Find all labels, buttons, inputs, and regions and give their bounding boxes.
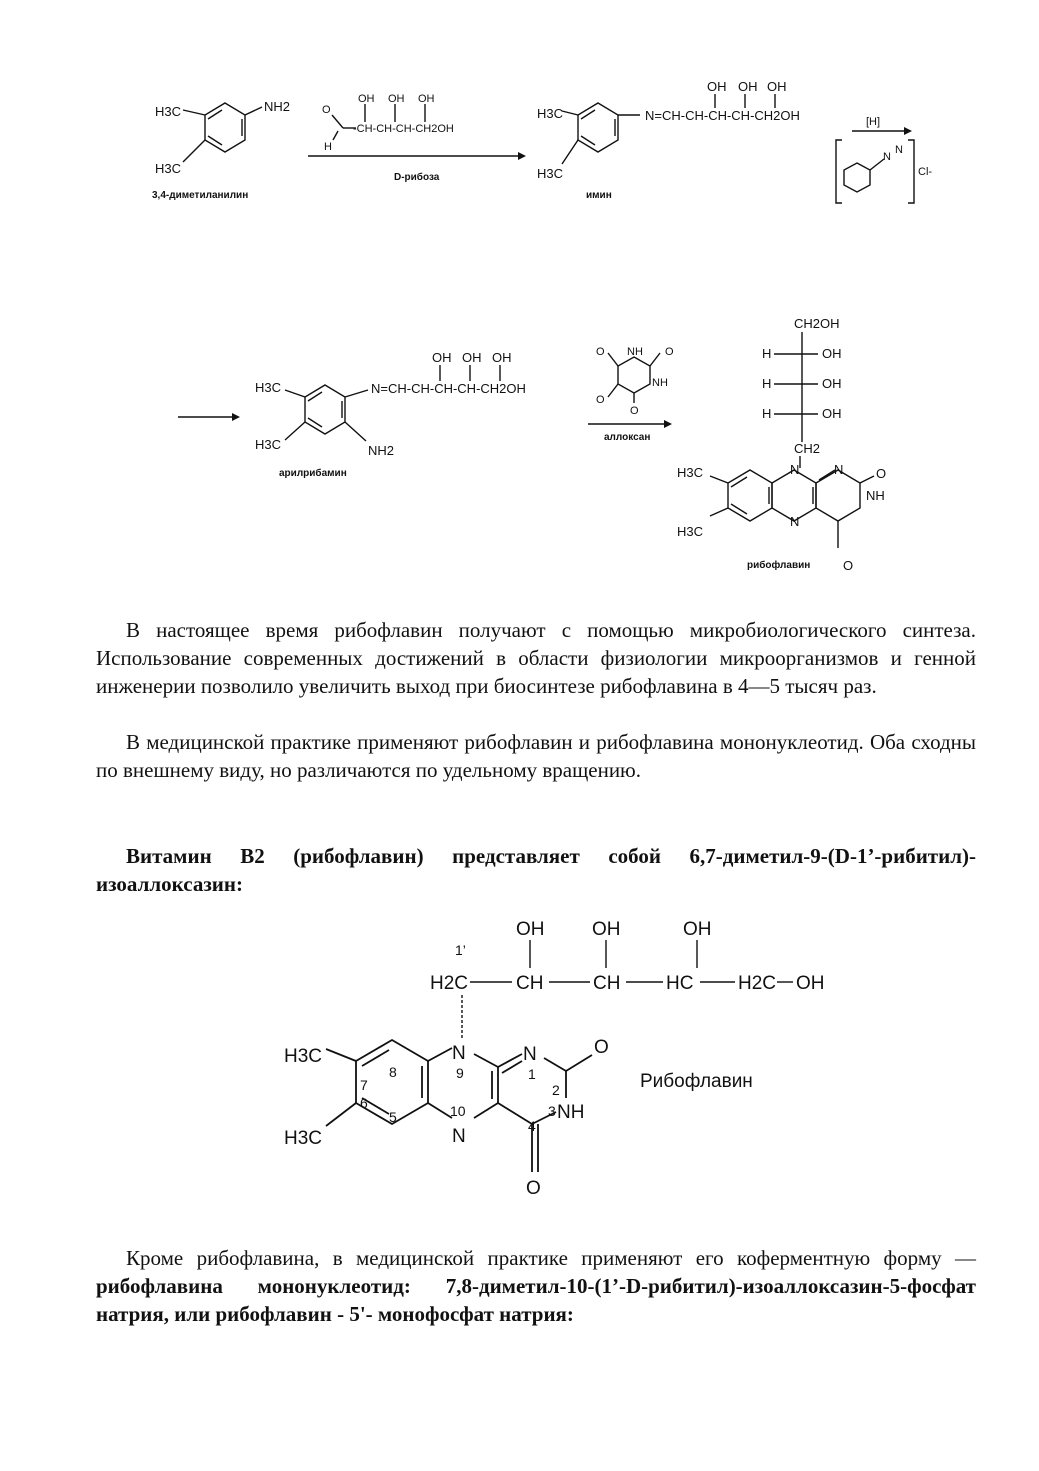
arylribamine-chain: N=CH-CH-CH-CH-CH2OH: [371, 381, 526, 396]
struct-ch3-bottom: H3C: [284, 1128, 323, 1149]
diazo-n2: N: [895, 144, 903, 156]
imine-oh3: OH: [767, 79, 787, 94]
arylribamine-ch3-bottom: H3C: [255, 437, 282, 452]
struct-ch1: CH: [516, 973, 544, 994]
product-o4: O: [843, 558, 854, 573]
paragraph-medical-practice: В медицинской практике применяют рибофлавин и рибофлавина мононуклеотид. Оба сходны по внешнему виду, но различаются по удельному вращению.: [96, 730, 976, 782]
struct-num-5: 5: [389, 1109, 397, 1125]
arylribamine-amine: NH2: [368, 443, 395, 458]
product-oh3: OH: [822, 406, 842, 421]
arylribamine-ch3-top: H3C: [255, 380, 282, 395]
product-ch2oh: CH2OH: [794, 316, 840, 331]
alloxan-o3: O: [596, 394, 605, 406]
struct-hc: HC: [666, 973, 694, 994]
struct-o4: O: [526, 1178, 541, 1199]
product-ch3-bottom: H3C: [677, 524, 704, 539]
product-h2: H: [762, 376, 772, 391]
dimethylaniline-ch3-top: H3C: [155, 104, 182, 119]
struct-n1: N: [523, 1044, 537, 1065]
diazo-counterion: Cl-: [918, 166, 933, 178]
imine-ch3-top: H3C: [537, 106, 564, 121]
ribose-oh1: OH: [358, 93, 375, 105]
dimethylaniline-amine: NH2: [264, 99, 291, 114]
product-label: рибофлавин: [747, 560, 811, 571]
riboflavin-product-structure: [677, 316, 886, 573]
struct-num-1: 1: [528, 1066, 536, 1082]
struct-nh: NH: [557, 1102, 585, 1123]
paragraph-vitamin-b2-definition: Витамин B2 (рибофлавин) представляет собой 6,7-диметил-9-(D-1’-рибитил)-изоаллоксазин:: [96, 844, 976, 896]
struct-ch2: CH: [593, 973, 621, 994]
product-oh2: OH: [822, 376, 842, 391]
alloxan-o2: O: [665, 346, 674, 358]
reduction-step: [836, 116, 932, 203]
diazo-n: N: [883, 151, 891, 163]
coenzyme-intro-text: Кроме рибофлавина, в медицинской практике применяют его коферментную форму —: [126, 1246, 976, 1270]
product-oh1: OH: [822, 346, 842, 361]
struct-n10: N: [452, 1126, 466, 1147]
ribose-oh2: OH: [388, 93, 405, 105]
struct-oh2: OH: [592, 919, 621, 940]
product-n10: N: [790, 462, 800, 477]
struct-num-2: 2: [552, 1082, 560, 1098]
imine-oh2: OH: [738, 79, 758, 94]
struct-num-6: 6: [360, 1095, 368, 1111]
struct-oh3: OH: [683, 919, 712, 940]
struct-num-3: 3: [548, 1103, 556, 1119]
struct-h2c-right: H2C: [738, 973, 777, 994]
product-h1: H: [762, 346, 772, 361]
paragraph-microbiological-synthesis: В настоящее время рибофлавин получают с помощью микробиологического синтеза. Использование современных достижений в области физиологии микроорганизмов и генной инженерии позволило увеличить выход при биосинтезе рибофлавина в 4—5 тысяч раз.: [96, 618, 976, 698]
product-nh: NH: [866, 488, 885, 503]
reduction-reagent: [H]: [866, 116, 881, 128]
alloxan-label: аллоксан: [604, 432, 651, 443]
ribose-h: H: [324, 141, 332, 153]
ribose-label: D-рибоза: [394, 172, 440, 183]
arylribamine-structure: [255, 350, 526, 479]
struct-num-8: 8: [389, 1064, 397, 1080]
dimethylaniline-ch3-bottom: H3C: [155, 161, 182, 176]
struct-h2c-left: H2C: [430, 973, 469, 994]
struct-ch3-top: H3C: [284, 1046, 323, 1067]
product-ch2: CH2: [794, 441, 821, 456]
imine-structure: [537, 79, 800, 201]
struct-n9: N: [452, 1043, 466, 1064]
product-ch3-top: H3C: [677, 465, 704, 480]
struct-num-7: 7: [360, 1077, 368, 1093]
struct-pos1-prime: 1’: [455, 942, 466, 958]
struct-num-10: 10: [450, 1103, 466, 1119]
struct-oh-end: OH: [796, 973, 825, 994]
imine-chain: N=CH-CH-CH-CH-CH2OH: [645, 108, 800, 123]
arylribamine-label: арилрибамин: [279, 468, 347, 479]
ribose-o: O: [322, 104, 331, 116]
ribose-oh3: OH: [418, 93, 435, 105]
struct-num-4: 4: [528, 1118, 536, 1134]
arylribamine-oh3: OH: [492, 350, 512, 365]
alloxan-nh2: NH: [652, 377, 668, 389]
arylribamine-oh2: OH: [462, 350, 482, 365]
coenzyme-name-text: рибофлавина мононуклеотид: 7,8-диметил-10-(1’-D-рибитил)-изоаллоксазин-5-фосфат натрия, или рибофлавин - 5'- монофосфат натрия:: [96, 1274, 976, 1326]
struct-name: Рибофлавин: [640, 1071, 753, 1092]
alloxan-o1: O: [596, 346, 605, 358]
imine-ch3-bottom: H3C: [537, 166, 564, 181]
imine-oh1: OH: [707, 79, 727, 94]
alloxan-structure: [588, 346, 674, 443]
product-h3: H: [762, 406, 772, 421]
dimethylaniline-label: 3,4-диметиланилин: [152, 190, 249, 201]
ribose-structure: [308, 93, 526, 183]
arylribamine-oh1: OH: [432, 350, 452, 365]
struct-oh1: OH: [516, 919, 545, 940]
alloxan-nh1: NH: [627, 346, 643, 358]
paragraph-coenzyme-form: [96, 1244, 976, 1328]
synthesis-scheme: [0, 0, 1039, 590]
dimethylaniline-structure: [152, 99, 290, 201]
product-n1: N: [834, 462, 844, 477]
struct-num-9: 9: [456, 1065, 464, 1081]
product-o2: O: [876, 466, 887, 481]
riboflavin-structure: [0, 905, 1039, 1235]
struct-o2: O: [594, 1037, 609, 1058]
alloxan-o4: O: [630, 405, 639, 417]
imine-label: имин: [586, 190, 612, 201]
ribose-chain: -CH-CH-CH-CH2OH: [353, 123, 454, 135]
product-n5: N: [790, 514, 800, 529]
